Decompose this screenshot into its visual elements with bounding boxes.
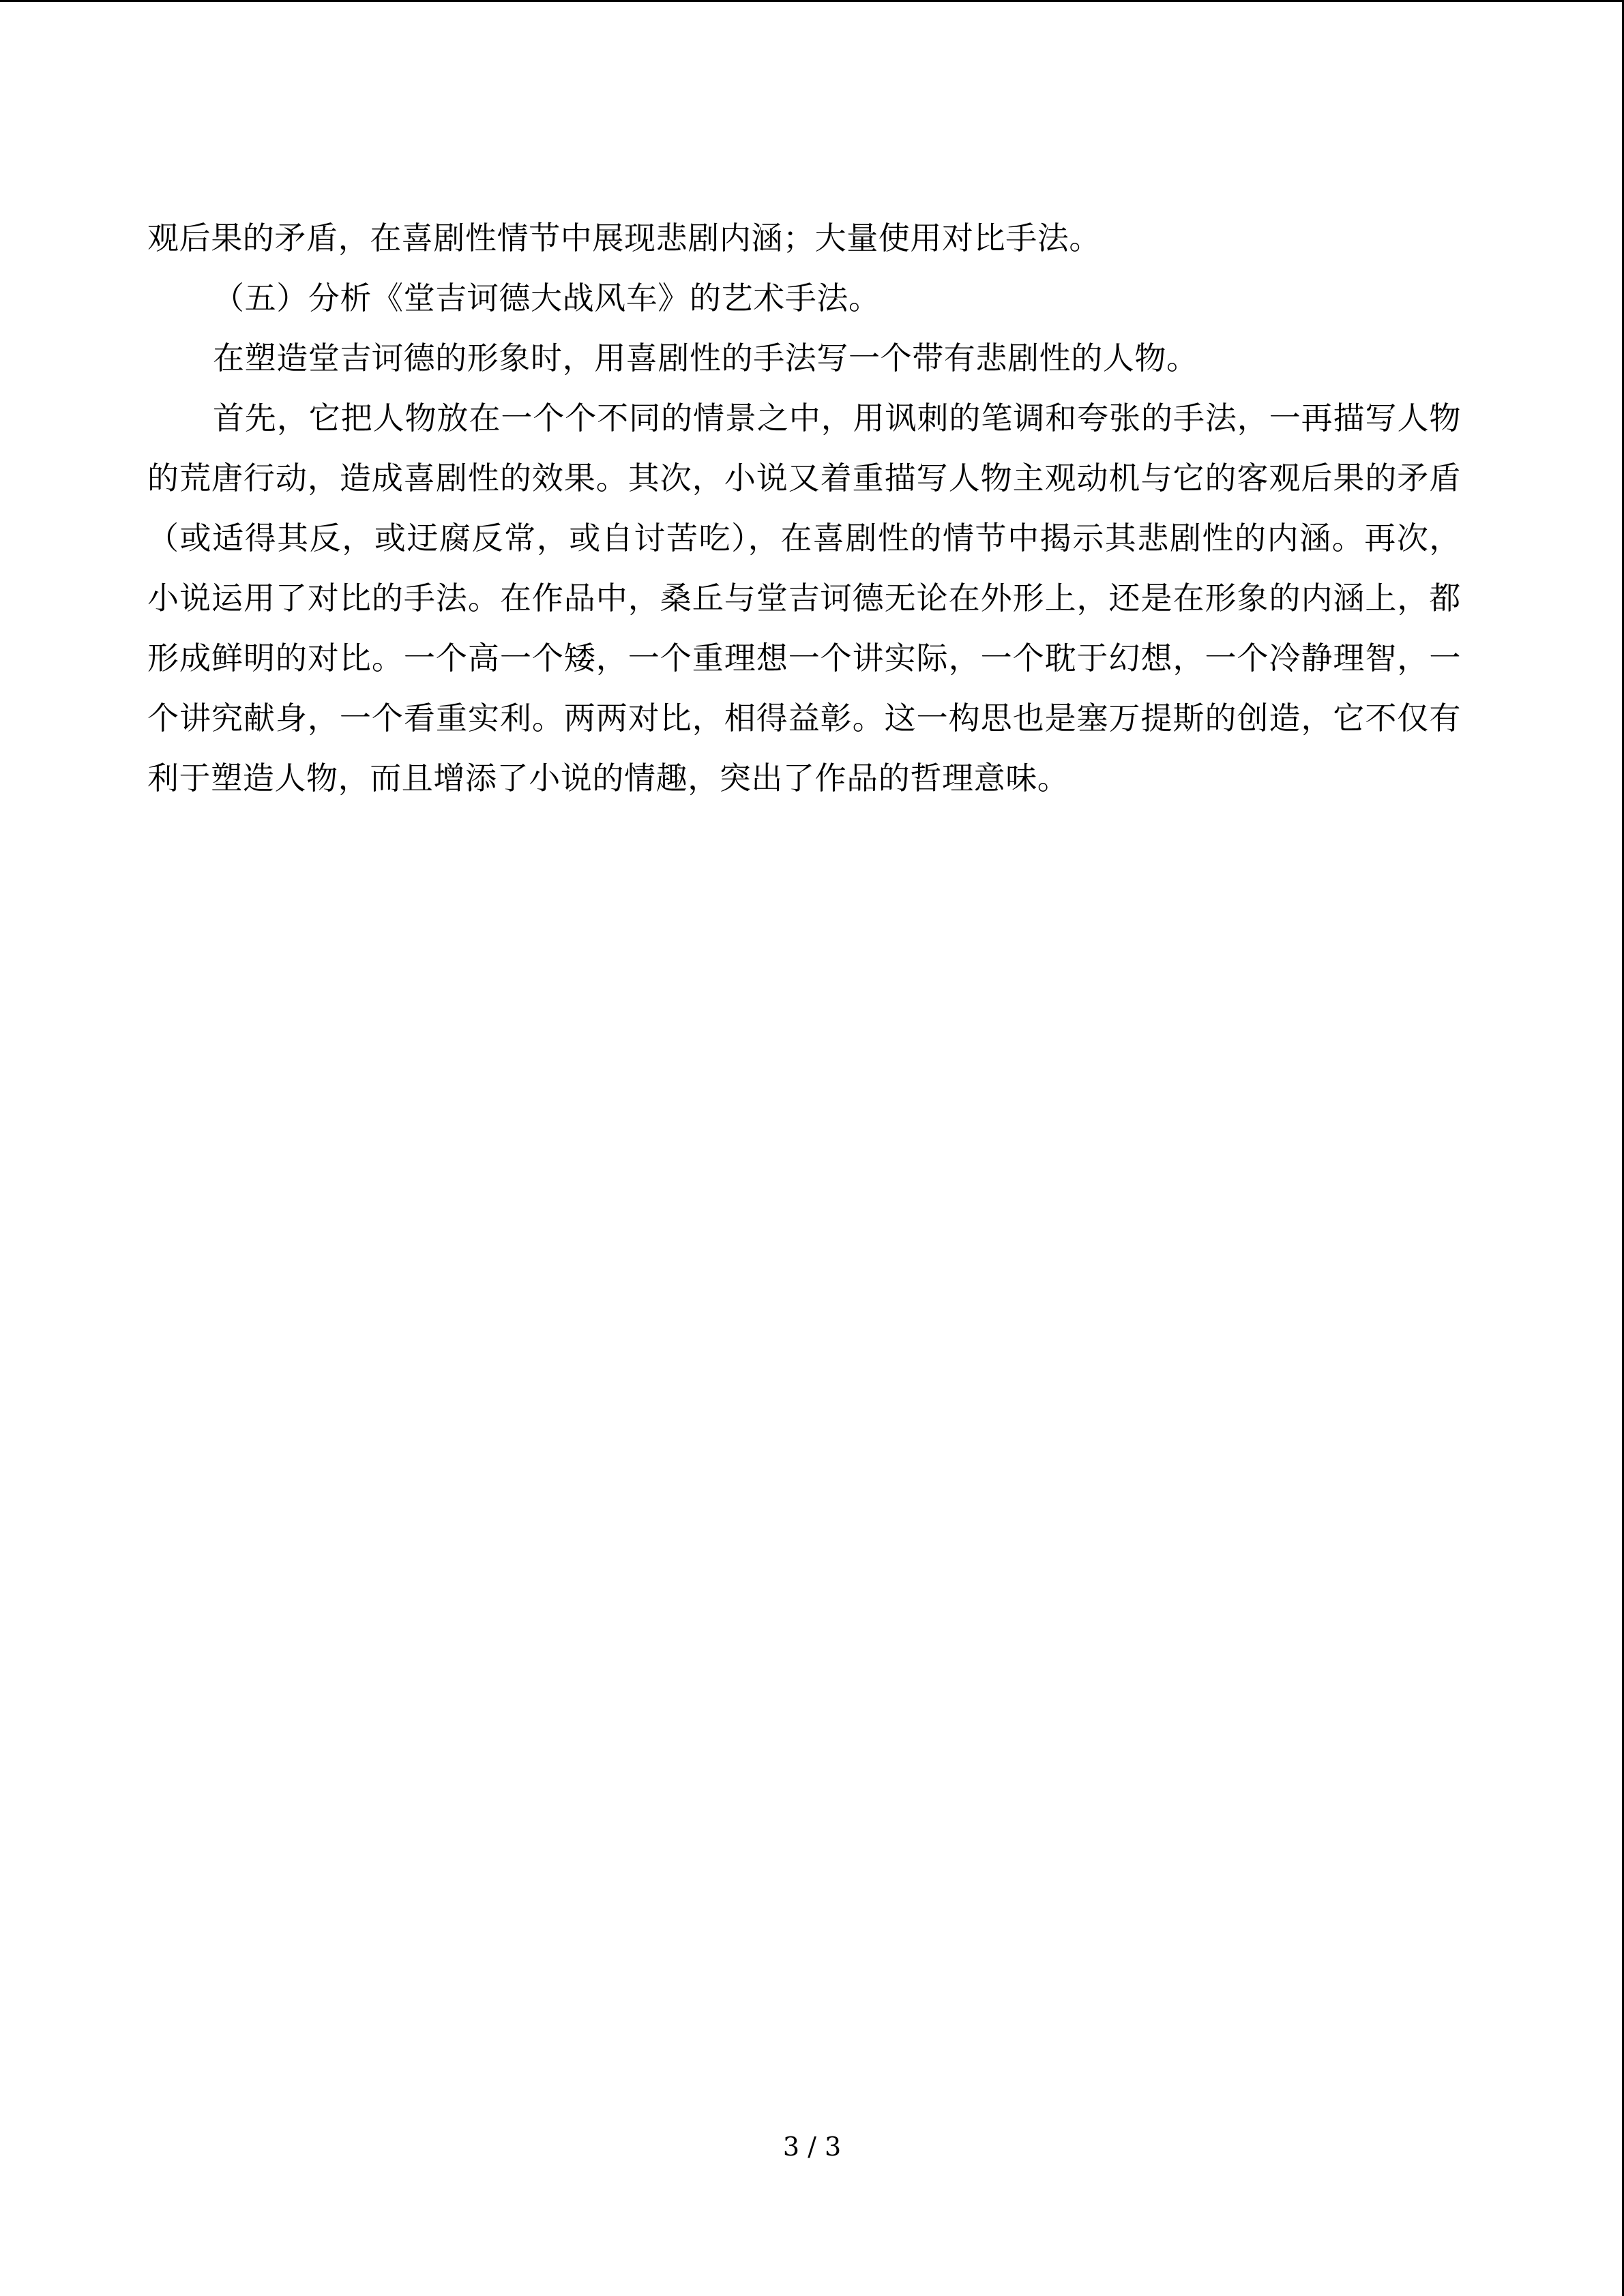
page-number: 3 / 3 — [782, 2132, 842, 2162]
paragraph-analysis: 首先，它把人物放在一个个不同的情景之中，用讽刺的笔调和夸张的手法，一再描写人物的荒唐行动，造成喜剧性的效果。其次，小说又着重描写人物主观动机与它的客观后果的矛盾（或适得其反，或迂腐反常，或自讨苦吃），在喜剧性的情节中揭示其悲剧性的内涵。再次，小说运用了对比的手法。在作品中，桑丘与堂吉诃德无论在外形上，还是在形象的内涵上，都形成鲜明的对比。一个高一个矮，一个重理想一个讲实际，一个耽于幻想，一个冷静理智，一个讲究献身，一个看重实利。两两对比，相得益彰。这一构思也是塞万提斯的创造，它不仅有利于塑造人物，而且增添了小说的情趣，突出了作品的哲理意味。 — [147, 400, 1461, 796]
paragraph-summary: 在塑造堂吉诃德的形象时，用喜剧性的手法写一个带有悲剧性的人物。 — [213, 340, 1198, 376]
section-heading: （五）分析《堂吉诃德大战风车》的艺术手法。 — [213, 280, 881, 316]
top-border-line — [0, 0, 1624, 2]
body-text — [147, 208, 1461, 808]
paragraph-continuation: 观后果的矛盾，在喜剧性情节中展现悲剧内涵；大量使用对比手法。 — [147, 220, 1101, 256]
